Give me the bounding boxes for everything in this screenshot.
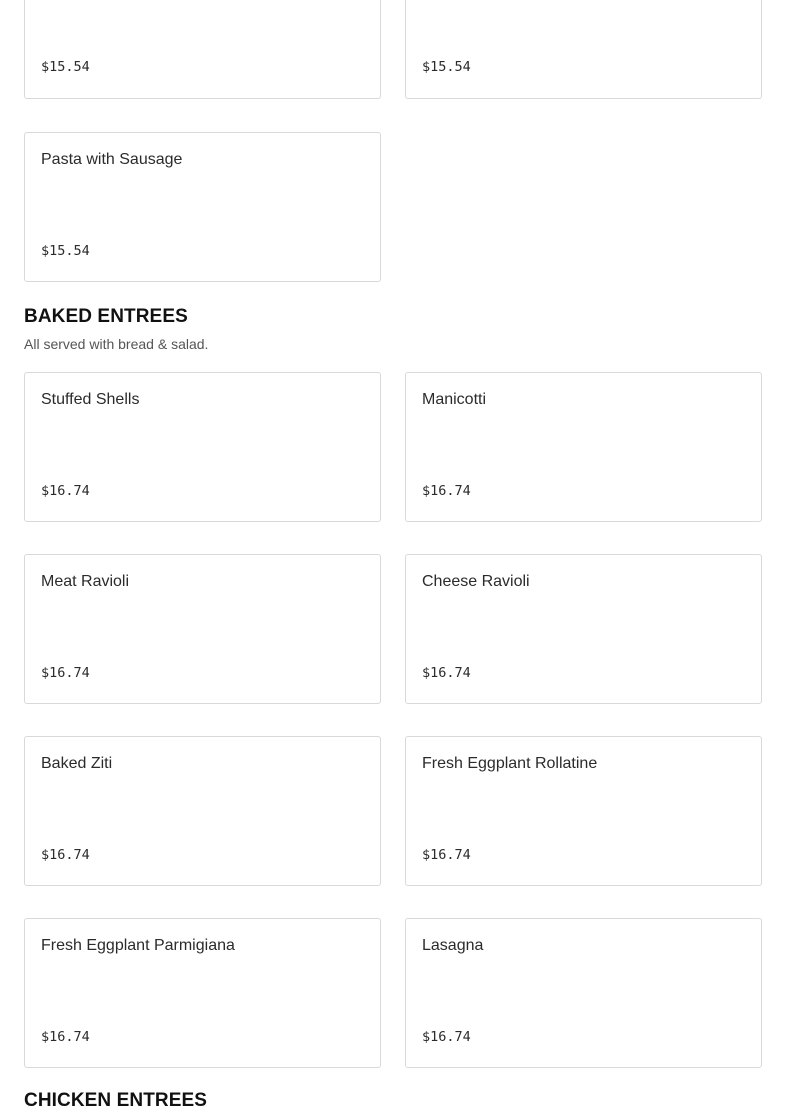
item-price: $16.74 [41,665,90,681]
item-price: $16.74 [41,483,90,499]
menu-item-card[interactable] [24,372,381,522]
section-title-chicken-entrees: CHICKEN ENTREES [24,1090,208,1111]
item-price: $16.74 [422,665,471,681]
item-price: $15.54 [41,243,90,259]
item-name: Cheese Ravioli [422,573,530,590]
item-name: Baked Ziti [41,755,113,772]
menu-item-card[interactable] [24,554,381,704]
item-price: $16.74 [422,1029,471,1045]
menu-item-card[interactable] [24,132,381,282]
menu-item-card[interactable] [405,554,762,704]
menu-item-card[interactable] [405,918,762,1068]
item-price: $16.74 [422,847,471,863]
item-price: $16.74 [422,483,471,499]
menu-item-card[interactable] [24,918,381,1068]
item-name: Manicotti [422,391,487,408]
section-description: All served with bread & salad. [24,336,209,352]
item-name: Meat Ravioli [41,573,130,590]
menu-item-card[interactable] [405,0,762,99]
item-name: Lasagna [422,937,484,954]
item-price: $15.54 [422,59,471,75]
item-name: Fresh Eggplant Rollatine [422,755,598,772]
section-title-baked-entrees: BAKED ENTREES [24,306,188,327]
item-price: $16.74 [41,847,90,863]
item-name: Fresh Eggplant Parmigiana [41,937,235,954]
item-price: $16.74 [41,1029,90,1045]
menu-item-card[interactable] [405,736,762,886]
item-name: Pasta with Sausage [41,151,183,168]
menu-item-card[interactable] [405,372,762,522]
item-name: Stuffed Shells [41,391,140,408]
menu-item-card[interactable] [24,0,381,99]
menu-item-card[interactable] [24,736,381,886]
item-price: $15.54 [41,59,90,75]
